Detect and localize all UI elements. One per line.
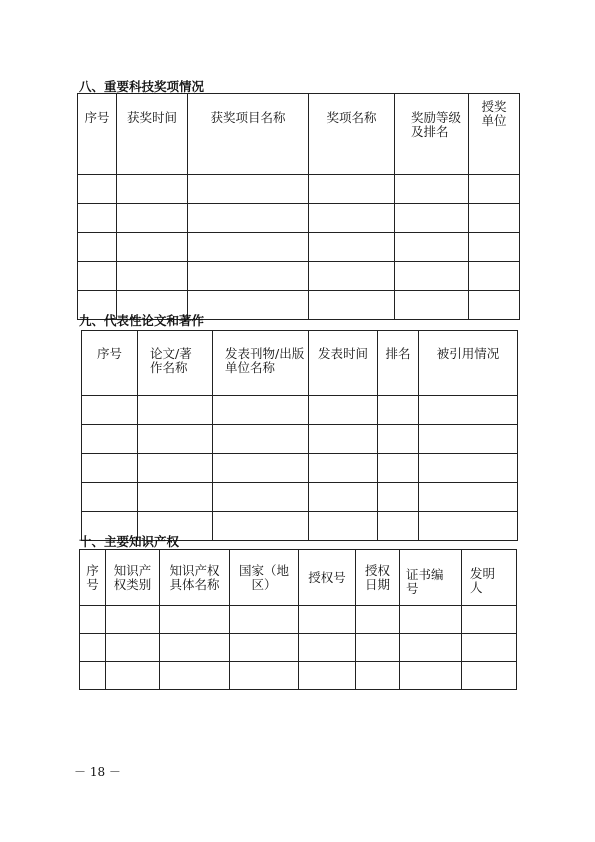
table-cell[interactable]: [82, 454, 138, 483]
header-cell: 奖项名称: [309, 94, 395, 175]
table-cell[interactable]: [469, 262, 520, 291]
section-9-title: 九、代表性论文和著作: [79, 313, 205, 328]
table-cell[interactable]: [160, 634, 230, 662]
table-row: [82, 483, 518, 512]
header-cell: 序号: [78, 94, 117, 175]
table-cell[interactable]: [188, 291, 309, 320]
table-cell[interactable]: [78, 204, 117, 233]
table-cell[interactable]: [309, 483, 378, 512]
table-cell[interactable]: [462, 634, 517, 662]
table-cell[interactable]: [82, 396, 138, 425]
table-cell[interactable]: [309, 396, 378, 425]
table-row: [82, 396, 518, 425]
table-cell[interactable]: [106, 634, 160, 662]
header-cell: 授权日期: [356, 550, 400, 606]
table-cell[interactable]: [117, 233, 188, 262]
table-cell[interactable]: [230, 634, 299, 662]
table-row: [82, 454, 518, 483]
table-cell[interactable]: [78, 233, 117, 262]
table-row: [78, 262, 520, 291]
table-row: [82, 425, 518, 454]
section-10-title: 十、主要知识产权: [79, 534, 180, 549]
header-cell: 被引用情况: [419, 331, 518, 396]
table-cell[interactable]: [462, 662, 517, 690]
table-cell[interactable]: [309, 175, 395, 204]
table-cell[interactable]: [80, 634, 106, 662]
table-cell[interactable]: [378, 512, 419, 541]
table-cell[interactable]: [378, 483, 419, 512]
table-cell[interactable]: [117, 175, 188, 204]
table-cell[interactable]: [309, 425, 378, 454]
header-cell: 获奖项目名称: [188, 94, 309, 175]
table-cell[interactable]: [78, 262, 117, 291]
table-cell[interactable]: [469, 204, 520, 233]
table-cell[interactable]: [138, 425, 213, 454]
table-cell[interactable]: [213, 425, 309, 454]
table-cell[interactable]: [309, 204, 395, 233]
table-cell[interactable]: [106, 662, 160, 690]
table-cell[interactable]: [395, 291, 469, 320]
table-cell[interactable]: [82, 425, 138, 454]
table-cell[interactable]: [395, 233, 469, 262]
table-cell[interactable]: [299, 662, 356, 690]
header-cell: 序号: [80, 550, 106, 606]
header-cell: 授权号: [299, 550, 356, 606]
table-cell[interactable]: [419, 454, 518, 483]
table-cell[interactable]: [160, 606, 230, 634]
table-cell[interactable]: [188, 175, 309, 204]
table-cell[interactable]: [138, 483, 213, 512]
table-cell[interactable]: [400, 634, 462, 662]
header-cell: 知识产权类别: [106, 550, 160, 606]
table-cell[interactable]: [309, 233, 395, 262]
table-header-row: [82, 331, 518, 396]
table-cell[interactable]: [309, 262, 395, 291]
table-cell[interactable]: [378, 396, 419, 425]
table-header-row: [80, 550, 517, 606]
table-cell[interactable]: [230, 606, 299, 634]
table-cell[interactable]: [188, 233, 309, 262]
table-header-row: [78, 94, 520, 175]
header-cell: 奖励等级及排名: [395, 94, 469, 175]
table-cell[interactable]: [213, 512, 309, 541]
papers-table: [81, 330, 518, 541]
table-row: [80, 634, 517, 662]
table-cell[interactable]: [106, 606, 160, 634]
header-cell: 知识产权具体名称: [160, 550, 230, 606]
header-cell: 发明人: [462, 550, 517, 606]
table-cell[interactable]: [419, 512, 518, 541]
table-cell[interactable]: [419, 396, 518, 425]
table-cell[interactable]: [160, 662, 230, 690]
header-cell: 证书编号: [400, 550, 462, 606]
table-cell[interactable]: [395, 262, 469, 291]
table-cell[interactable]: [462, 606, 517, 634]
table-cell[interactable]: [419, 483, 518, 512]
table-cell[interactable]: [309, 291, 395, 320]
header-cell: 发表时间: [309, 331, 378, 396]
table-cell[interactable]: [356, 606, 400, 634]
table-cell[interactable]: [469, 233, 520, 262]
awards-table: [77, 93, 520, 320]
table-cell[interactable]: [469, 291, 520, 320]
table-cell[interactable]: [400, 662, 462, 690]
table-cell[interactable]: [299, 634, 356, 662]
section-8-title: 八、重要科技奖项情况: [79, 79, 205, 94]
table-cell[interactable]: [117, 262, 188, 291]
table-cell[interactable]: [356, 634, 400, 662]
table-cell[interactable]: [82, 483, 138, 512]
table-cell[interactable]: [419, 425, 518, 454]
table-cell[interactable]: [395, 175, 469, 204]
ip-table: [79, 549, 517, 690]
table-cell[interactable]: [78, 175, 117, 204]
table-row: [78, 233, 520, 262]
table-cell[interactable]: [378, 425, 419, 454]
header-cell: 论文/著作名称: [138, 331, 213, 396]
header-cell: 国家（地区）: [230, 550, 299, 606]
table-cell[interactable]: [309, 454, 378, 483]
table-row: [78, 204, 520, 233]
table-cell[interactable]: [80, 606, 106, 634]
table-cell[interactable]: [213, 454, 309, 483]
page-number: － 18 －: [74, 765, 121, 779]
table-row: [78, 175, 520, 204]
header-cell: 授奖单位: [469, 94, 520, 175]
table-cell[interactable]: [469, 175, 520, 204]
table-cell[interactable]: [138, 396, 213, 425]
table-cell[interactable]: [188, 262, 309, 291]
header-cell: 发表刊物/出版单位名称: [213, 331, 309, 396]
table-cell[interactable]: [356, 662, 400, 690]
header-cell: 序号: [82, 331, 138, 396]
table-cell[interactable]: [80, 662, 106, 690]
table-cell[interactable]: [378, 454, 419, 483]
table-cell[interactable]: [213, 396, 309, 425]
table-cell[interactable]: [188, 204, 309, 233]
table-cell[interactable]: [138, 454, 213, 483]
table-row: [80, 662, 517, 690]
table-cell[interactable]: [400, 606, 462, 634]
table-cell[interactable]: [213, 483, 309, 512]
table-row: [80, 606, 517, 634]
table-cell[interactable]: [395, 204, 469, 233]
table-cell[interactable]: [299, 606, 356, 634]
table-cell[interactable]: [230, 662, 299, 690]
table-cell[interactable]: [309, 512, 378, 541]
header-cell: 排名: [378, 331, 419, 396]
header-cell: 获奖时间: [117, 94, 188, 175]
table-cell[interactable]: [117, 204, 188, 233]
